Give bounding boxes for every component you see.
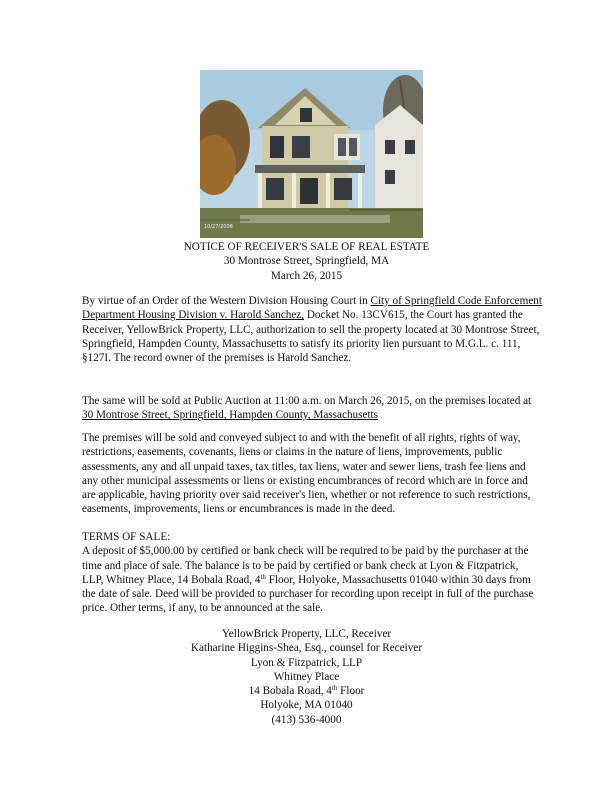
order-paragraph: [82, 294, 542, 365]
terms-text-1: A deposit of $5,000.00 by certified or bank check will be required to be paid by the purchaser at the time and place of sale. The balance is to be paid by certified or bank check at Lyon & Fitzpatrick, LLP, Whitney Place, 14 Bobala Road, 4: [82, 545, 529, 586]
terms-text-2: Floor, Holyoke, Massachusetts 01040 within 30 days from the date of sale. Deed will be provided to purchaser for recording upon receipt in full of the purchase price. Other terms, if any, to be announced at the sale.: [82, 573, 534, 615]
house-photo: [200, 70, 423, 238]
street-address: 14 Bobala Road, 4th Floor: [248, 684, 365, 698]
terms-superscript: th: [260, 572, 266, 581]
building-name: Whitney Place: [273, 670, 340, 683]
notice-address: 30 Montrose Street, Springfield, MA: [223, 255, 390, 268]
conditions-paragraph: The premises will be sold and conveyed subject to and with the benefit of all rights, rights of way, restrictions, easements, covenants, liens or claims in the nature of liens, improvements, public assessments, any and all unpaid taxes, tax titles, tax liens, water and sewer liens, trash fee liens and any other municipal assessments or liens or existing encumbrances of record which are in force and are applicable, having priority over said receiver's lien, whether or not reference to such restrictions, easements, improvements, liens or encumbrances is made in the deed.: [82, 432, 531, 516]
terms-of-sale: [82, 530, 542, 616]
terms-heading: TERMS OF SALE:: [82, 531, 171, 543]
case-name: City of Springfield Code Enforcement Department Housing Division v. Harold Sanchez,: [82, 295, 542, 322]
receiver-name: YellowBrick Property, LLC, Receiver: [221, 628, 392, 640]
notice-header: [0, 240, 613, 283]
law-firm: Lyon & Fitzpatrick, LLP: [250, 656, 363, 669]
counsel-name: Katharine Higgins-Shea, Esq., counsel for Receiver: [190, 642, 423, 655]
notice-title: NOTICE OF RECEIVER'S SALE OF REAL ESTATE: [183, 241, 430, 253]
auction-location: 30 Montrose Street, Springfield, Hampden County, Massachusetts: [82, 409, 379, 422]
signature-block: [0, 627, 613, 727]
terms-body: [82, 544, 542, 615]
auction-paragraph: [82, 394, 542, 423]
city-state-zip: Holyoke, MA 01040: [260, 699, 353, 712]
phone-number: (413) 536-4000: [271, 713, 342, 726]
order-text-1: By virtue of an Order of the Western Division Housing Court in: [82, 295, 371, 307]
order-text-2: Docket No. 13CV615, the Court has granted the Receiver, YellowBrick Property, LLC, authorization to sell the property located at 30 Montrose Street, Springfield, Hampden County, Massachusetts to satisfy its priority lien pursuant to M.G.L. c. 111, §127I. The record owner of the premises is Harold Sanchez.: [82, 309, 540, 365]
auction-text: The same will be sold at Public Auction at 11:00 a.m. on March 26, 2015, on the premises located at: [82, 395, 532, 407]
notice-date: March 26, 2015: [270, 269, 343, 282]
photo-date-stamp: 10/27/2008: [204, 223, 233, 230]
